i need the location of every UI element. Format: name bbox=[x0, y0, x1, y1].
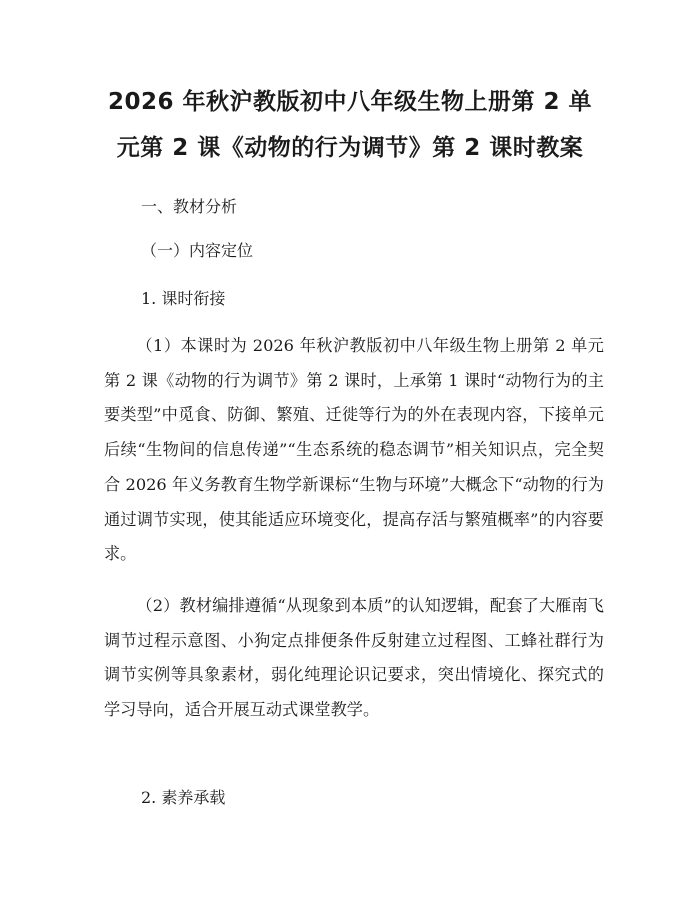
item-heading-lesson-connection: 1. 课时衔接 bbox=[141, 289, 226, 308]
body-paragraph-2: （2）教材编排遵循“从现象到本质”的认知逻辑，配套了大雁南飞调节过程示意图、小狗定点排便条件反射建立过程图、工蜂社群行为调节实例等具象素材，弱化纯理论识记要求，突出情境化、探究式的学习导向，适合开展互动式课堂教学。 bbox=[104, 596, 604, 720]
subsection-heading-content-positioning: （一）内容定位 bbox=[141, 241, 254, 260]
body-paragraph-1: （1）本课时为 2026 年秋沪教版初中八年级生物上册第 2 单元第 2 课《动物的行为调节》第 2 课时，上承第 1 课时“动物行为的主要类型”中觅食、防御、繁殖、迁徙等行为的外在表现内容，下接单元后续“生物间的信息传递”“生态系统的稳态调节”相关知识点，完全契合 2026 年义务教育生物学新课标“生物与环境”大概念下“动物的行为通过调节实现，使其能适应环境变化，提高存活与繁殖概率”的内容要求。 bbox=[104, 336, 604, 564]
document-title-line-2: 元第 2 课《动物的行为调节》第 2 课时教案 bbox=[116, 135, 584, 161]
section-heading-textbook-analysis: 一、教材分析 bbox=[141, 197, 238, 216]
document-title-line-1: 2026 年秋沪教版初中八年级生物上册第 2 单 bbox=[107, 89, 593, 115]
item-heading-literacy: 2. 素养承载 bbox=[141, 788, 226, 807]
